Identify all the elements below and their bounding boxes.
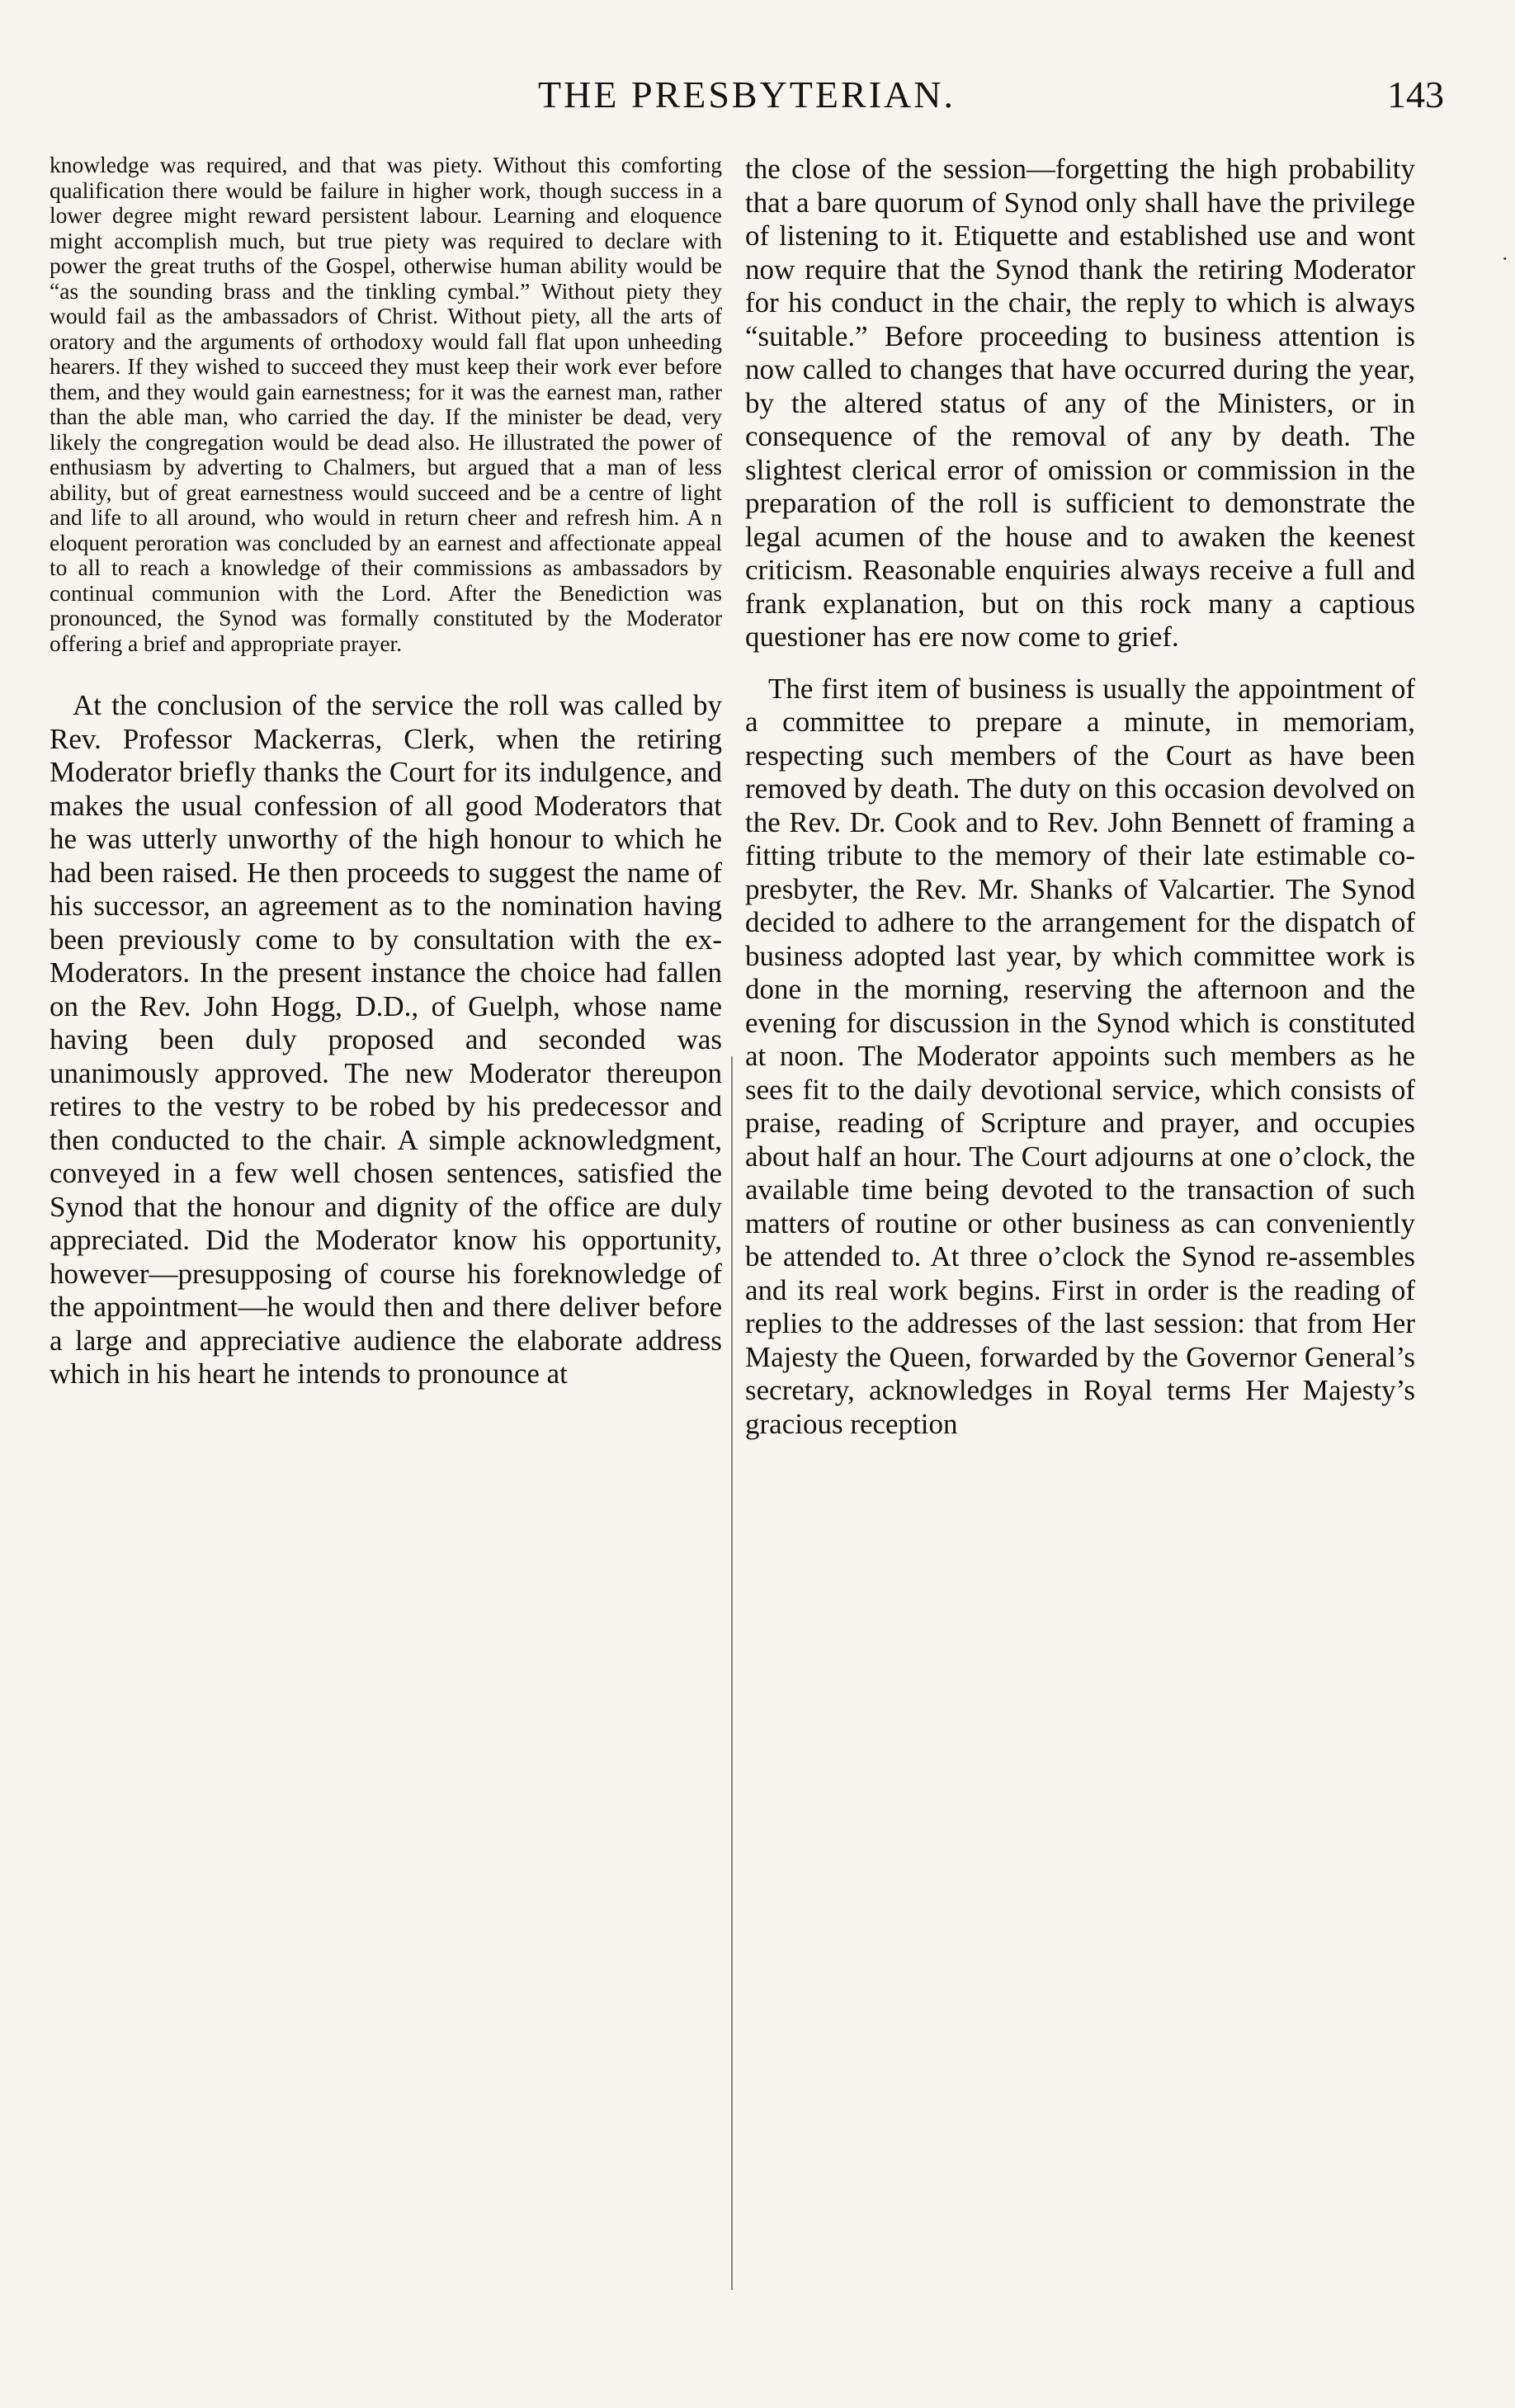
page-header [50,73,1444,122]
roll-call-paragraph: At the conclusion of the service the roll was called by Rev. Professor Mackerras, Clerk, when the retiring Moderator briefly thanks the Court for its indulgence, and makes the usual confession of all good Moderators that he was utterly unworthy of the high honour to which he had been raised. He then proceeds to suggest the name of his successor, an agreement as to the nomination having been previously come to by consultation with the ex-Moderators. In the present instance the choice had fallen on the Rev. John Hogg, D.D., of Guelph, whose name having been duly proposed and seconded was unanimously approved. The new Moderator thereupon retires to the vestry to be robed by his predecessor and then conducted to the chair. A simple acknowledgment, conveyed in a few well chosen sentences, satisfied the Synod that the honour and dignity of the office are duly appreciated. Did the Moderator know his opportunity, however—presupposing of course his foreknowledge of the appointment—he would then and there deliver before a large and appreciative audience the elaborate address which in his heart he intends to pronounce at [50,689,722,1390]
margin-dot: · [1502,248,1508,271]
left-column [50,153,722,1391]
session-close-paragraph: the close of the session—forgetting the high probability that a bare quorum of Synod only shall have the privilege of listening to it. Etiquette and established use and wont now require that the Synod thank the retiring Moderator for his conduct in the chair, the reply to which is always “suitable.” Before proceeding to business attention is now called to changes that have occurred during the year, by the altered status of any of the Ministers, or in consequence of the removal of any by death. The slightest clerical error of omission or commission in the preparation of the roll is sufficient to demonstrate the legal acumen of the house and to awaken the keenest criticism. Reasonable enquiries always receive a full and frank explanation, but on this rock many a captious questioner has ere now come to grief. [745,153,1415,653]
right-column [745,153,1415,1441]
running-title: THE PRESBYTERIAN. [538,73,956,116]
sermon-summary-paragraph: knowledge was required, and that was piety. Without this comforting qualification there would be failure in higher work, though success in a lower degree might reward persistent labour. Learning and eloquence might accomplish much, but true piety was required to declare with power the great truths of the Gospel, otherwise human ability would be “as the sounding brass and the tinkling cymbal.” Without piety they would fail as the ambassadors of Christ. Without piety, all the arts of oratory and the arguments of orthodoxy would fall flat upon unheeding hearers. If they wished to succeed they must keep their work ever before them, and they would gain earnestness; for it was the earnest man, rather than the able man, who carried the day. If the minister be dead, very likely the congregation would be dead also. He illustrated the power of enthusiasm by adverting to Chalmers, but argued that a man of less ability, but of great earnestness would succeed and be a centre of light and life to all around, who would in return cheer and refresh him. A n eloquent peroration was concluded by an earnest and affectionate appeal to all to reach a knowledge of their commissions as ambassadors by continual communion with the Lord. After the Benediction was pronounced, the Synod was formally constituted by the Moderator offering a brief and appropriate prayer. [50,152,722,656]
business-items-paragraph: The first item of business is usually the appointment of a committee to prepare a minute, in memoriam, respecting such members of the Court as have been removed by death. The duty on this occasion devolved on the Rev. Dr. Cook and to Rev. John Bennett of framing a fitting tribute to the memory of their late estimable co-presbyter, the Rev. Mr. Shanks of Valcartier. The Synod decided to adhere to the arrangement for the dispatch of business adopted last year, by which committee work is done in the morning, reserving the afternoon and the evening for discussion in the Synod which is constituted at noon. The Moderator appoints such members as he sees fit to the daily devotional service, which consists of praise, reading of Scripture and prayer, and occupies about half an hour. The Court adjourns at one o’clock, the available time being devoted to the transaction of such matters of routine or other business as can conveniently be attended to. At three o’clock the Synod re-assembles and its real work begins. First in order is the reading of replies to the addresses of the last session: that from Her Majesty the Queen, forwarded by the Governor General’s secretary, acknowledges in Royal terms Her Majesty’s gracious reception [745,672,1415,1440]
column-divider [731,1056,733,2290]
page-number: 143 [1387,73,1444,116]
